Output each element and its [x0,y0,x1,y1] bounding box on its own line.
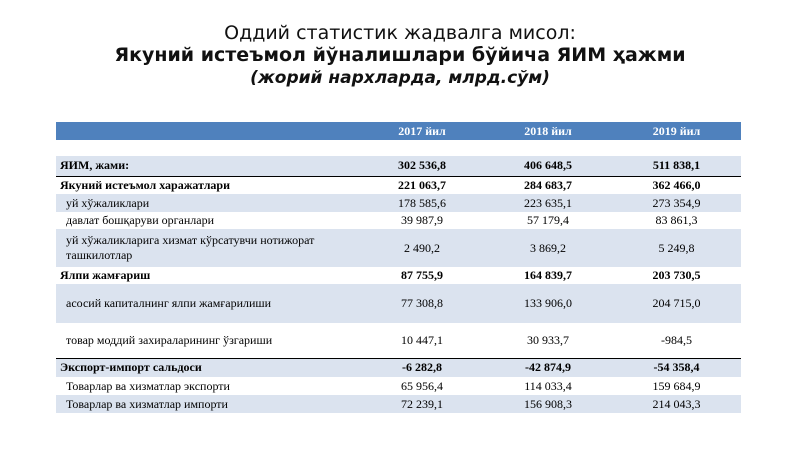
row-label: Якуний истеъмол харажатлари [56,176,360,194]
value-2017: 39 987,9 [401,213,443,227]
table-row [56,176,741,194]
value-2019: 273 354,9 [652,195,701,210]
gdp-table [56,122,741,413]
value-2018: 284 683,7 [484,176,612,194]
value-2017: 77 308,8 [401,296,443,310]
value-2017: 10 447,1 [401,332,443,347]
value-2018: 133 906,0 [524,296,572,310]
value-2019: -54 358,4 [612,358,741,377]
row-label: асосий капиталнинг ялпи жамғарилиши [66,296,272,310]
value-2018: 156 908,3 [524,396,572,411]
table-header-row [56,122,741,140]
table-row [56,156,741,176]
row-label: Товарлар ва хизматлар экспорти [66,378,230,393]
value-2019: -984,5 [661,332,692,347]
value-2017: 65 956,4 [401,378,443,393]
row-label: уй хўжаликлари [66,195,150,210]
table-row [56,194,741,212]
value-2018: 164 839,7 [524,268,572,282]
row-label: давлат бошқаруви органлари [66,213,215,227]
value-2018: 406 648,5 [524,158,572,173]
value-2018: 3 869,2 [530,240,566,255]
row-label: уй хўжаликларига хизмат кўрсатувчи нотижорат ташкилотлар [66,233,315,262]
table-row [56,284,741,323]
row-label: Экспорт-импорт сальдоси [56,358,360,377]
value-2017: -6 282,8 [360,358,484,377]
table-row [56,229,741,267]
row-label: ЯИМ, жами: [60,158,130,173]
value-2019: 5 249,8 [658,240,695,255]
value-2019: 159 684,9 [652,378,701,393]
value-2017: 302 536,8 [398,158,446,173]
spacer-row [56,140,741,156]
table-row [56,377,741,395]
table-row [56,267,741,284]
value-2019: 83 861,3 [655,213,698,227]
value-2019: 203 730,5 [652,268,701,282]
value-2018: 114 033,4 [524,378,572,393]
title-line-3: (жорий нархларда, млрд.сўм) [250,68,550,88]
value-2019: 362 466,0 [612,176,741,194]
header-2018: 2018 йил [484,122,612,140]
row-label: товар моддий захираларининг ўзгариши [66,332,273,347]
title-line-1: Оддий статистик жадвалга мисол: [224,22,576,44]
value-2017: 2 490,2 [404,240,440,255]
table-row [56,358,741,377]
row-label: Ялпи жамғариш [60,268,151,282]
value-2017: 221 063,7 [360,176,484,194]
value-2018: 223 635,1 [524,195,572,210]
value-2018: 57 179,4 [527,213,569,227]
value-2018: -42 874,9 [484,358,612,377]
table-row [56,323,741,358]
value-2017: 72 239,1 [401,396,443,411]
title-line-2: Якуний истеъмол йўналишлари бўйича ЯИМ ҳажми [114,44,686,66]
header-label-column [56,122,360,140]
value-2017: 178 585,6 [398,195,446,210]
table-row [56,212,741,229]
row-label: Товарлар ва хизматлар импорти [66,396,228,411]
slide-title [0,22,800,89]
value-2017: 87 755,9 [401,268,443,282]
header-2019: 2019 йил [612,122,741,140]
header-2017: 2017 йил [360,122,484,140]
value-2018: 30 933,7 [527,332,569,347]
value-2019: 204 715,0 [652,296,701,310]
value-2019: 214 043,3 [652,396,701,411]
value-2019: 511 838,1 [652,158,701,173]
table-row [56,395,741,413]
